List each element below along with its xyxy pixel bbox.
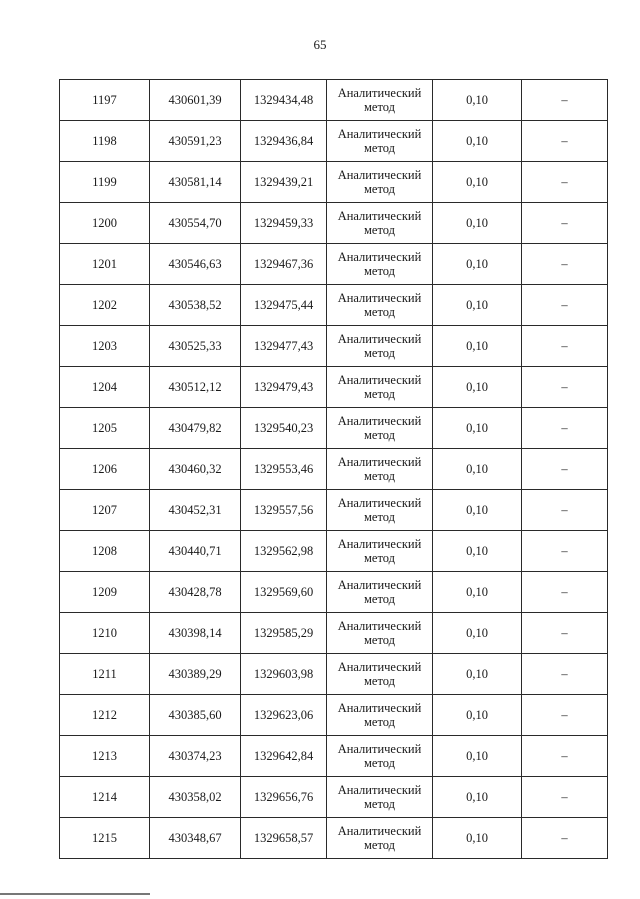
method-line-1: Аналитический <box>337 373 422 387</box>
method-cell <box>327 367 433 408</box>
y-coordinate-cell: 1329477,43 <box>241 326 327 367</box>
point-number-cell: 1209 <box>60 572 150 613</box>
note-cell: – <box>522 326 608 367</box>
x-coordinate-cell: 430512,12 <box>150 367 241 408</box>
point-number-cell: 1199 <box>60 162 150 203</box>
method-cell <box>327 244 433 285</box>
y-coordinate-cell: 1329475,44 <box>241 285 327 326</box>
method-cell <box>327 818 433 859</box>
method-line-2: метод <box>363 428 395 442</box>
accuracy-cell: 0,10 <box>433 244 522 285</box>
x-coordinate-cell: 430525,33 <box>150 326 241 367</box>
y-coordinate-cell: 1329562,98 <box>241 531 327 572</box>
method-line-2: метод <box>363 469 395 483</box>
note-cell: – <box>522 203 608 244</box>
y-coordinate-cell: 1329434,48 <box>241 80 327 121</box>
accuracy-cell: 0,10 <box>433 736 522 777</box>
method-line-2: метод <box>363 387 395 401</box>
x-coordinate-cell: 430428,78 <box>150 572 241 613</box>
coordinates-table-body <box>60 80 608 859</box>
method-line-1: Аналитический <box>337 701 422 715</box>
x-coordinate-cell: 430581,14 <box>150 162 241 203</box>
method-cell <box>327 777 433 818</box>
x-coordinate-cell: 430460,32 <box>150 449 241 490</box>
x-coordinate-cell: 430479,82 <box>150 408 241 449</box>
point-number-cell: 1205 <box>60 408 150 449</box>
table-row <box>60 613 608 654</box>
scan-edge-line <box>0 893 150 895</box>
table-row <box>60 531 608 572</box>
table-row <box>60 162 608 203</box>
x-coordinate-cell: 430554,70 <box>150 203 241 244</box>
note-cell: – <box>522 285 608 326</box>
accuracy-cell: 0,10 <box>433 326 522 367</box>
x-coordinate-cell: 430546,63 <box>150 244 241 285</box>
point-number-cell: 1201 <box>60 244 150 285</box>
y-coordinate-cell: 1329603,98 <box>241 654 327 695</box>
method-line-2: метод <box>363 674 395 688</box>
method-cell <box>327 695 433 736</box>
y-coordinate-cell: 1329467,36 <box>241 244 327 285</box>
method-line-2: метод <box>363 182 395 196</box>
method-cell <box>327 162 433 203</box>
note-cell: – <box>522 244 608 285</box>
accuracy-cell: 0,10 <box>433 777 522 818</box>
method-line-1: Аналитический <box>337 496 422 510</box>
y-coordinate-cell: 1329585,29 <box>241 613 327 654</box>
table-row <box>60 121 608 162</box>
x-coordinate-cell: 430440,71 <box>150 531 241 572</box>
note-cell: – <box>522 80 608 121</box>
method-line-1: Аналитический <box>337 742 422 756</box>
page-number: 65 <box>313 37 327 52</box>
table-row <box>60 203 608 244</box>
point-number-cell: 1203 <box>60 326 150 367</box>
point-number-cell: 1207 <box>60 490 150 531</box>
method-line-2: метод <box>363 551 395 565</box>
y-coordinate-cell: 1329436,84 <box>241 121 327 162</box>
y-coordinate-cell: 1329540,23 <box>241 408 327 449</box>
method-line-2: метод <box>363 838 395 852</box>
accuracy-cell: 0,10 <box>433 695 522 736</box>
table-row <box>60 449 608 490</box>
method-line-1: Аналитический <box>337 537 422 551</box>
note-cell: – <box>522 777 608 818</box>
method-line-2: метод <box>363 797 395 811</box>
note-cell: – <box>522 654 608 695</box>
method-line-2: метод <box>363 715 395 729</box>
y-coordinate-cell: 1329557,56 <box>241 490 327 531</box>
method-line-1: Аналитический <box>337 455 422 469</box>
method-cell <box>327 285 433 326</box>
point-number-cell: 1215 <box>60 818 150 859</box>
table-row <box>60 736 608 777</box>
method-line-2: метод <box>363 510 395 524</box>
method-cell <box>327 531 433 572</box>
point-number-cell: 1213 <box>60 736 150 777</box>
x-coordinate-cell: 430348,67 <box>150 818 241 859</box>
x-coordinate-cell: 430538,52 <box>150 285 241 326</box>
y-coordinate-cell: 1329658,57 <box>241 818 327 859</box>
y-coordinate-cell: 1329569,60 <box>241 572 327 613</box>
method-line-1: Аналитический <box>337 209 422 223</box>
y-coordinate-cell: 1329553,46 <box>241 449 327 490</box>
accuracy-cell: 0,10 <box>433 203 522 244</box>
accuracy-cell: 0,10 <box>433 80 522 121</box>
method-line-2: метод <box>363 141 395 155</box>
method-line-2: метод <box>363 305 395 319</box>
table-row <box>60 326 608 367</box>
accuracy-cell: 0,10 <box>433 162 522 203</box>
method-cell <box>327 572 433 613</box>
table-row <box>60 285 608 326</box>
accuracy-cell: 0,10 <box>433 449 522 490</box>
x-coordinate-cell: 430358,02 <box>150 777 241 818</box>
accuracy-cell: 0,10 <box>433 367 522 408</box>
y-coordinate-cell: 1329642,84 <box>241 736 327 777</box>
y-coordinate-cell: 1329439,21 <box>241 162 327 203</box>
table-row <box>60 695 608 736</box>
note-cell: – <box>522 613 608 654</box>
note-cell: – <box>522 367 608 408</box>
note-cell: – <box>522 408 608 449</box>
y-coordinate-cell: 1329656,76 <box>241 777 327 818</box>
method-line-1: Аналитический <box>337 619 422 633</box>
method-cell <box>327 736 433 777</box>
method-line-2: метод <box>363 100 395 114</box>
coordinates-table <box>59 79 608 859</box>
table-row <box>60 654 608 695</box>
accuracy-cell: 0,10 <box>433 490 522 531</box>
x-coordinate-cell: 430591,23 <box>150 121 241 162</box>
y-coordinate-cell: 1329479,43 <box>241 367 327 408</box>
x-coordinate-cell: 430385,60 <box>150 695 241 736</box>
point-number-cell: 1214 <box>60 777 150 818</box>
method-line-2: метод <box>363 223 395 237</box>
accuracy-cell: 0,10 <box>433 408 522 449</box>
x-coordinate-cell: 430601,39 <box>150 80 241 121</box>
method-line-1: Аналитический <box>337 414 422 428</box>
table-row <box>60 777 608 818</box>
note-cell: – <box>522 818 608 859</box>
y-coordinate-cell: 1329459,33 <box>241 203 327 244</box>
method-cell <box>327 408 433 449</box>
method-line-1: Аналитический <box>337 86 422 100</box>
method-line-1: Аналитический <box>337 824 422 838</box>
method-line-1: Аналитический <box>337 250 422 264</box>
note-cell: – <box>522 736 608 777</box>
method-cell <box>327 449 433 490</box>
method-cell <box>327 613 433 654</box>
note-cell: – <box>522 531 608 572</box>
point-number-cell: 1208 <box>60 531 150 572</box>
y-coordinate-cell: 1329623,06 <box>241 695 327 736</box>
method-line-2: метод <box>363 592 395 606</box>
table-row <box>60 80 608 121</box>
method-cell <box>327 121 433 162</box>
method-line-1: Аналитический <box>337 291 422 305</box>
x-coordinate-cell: 430389,29 <box>150 654 241 695</box>
method-line-2: метод <box>363 264 395 278</box>
point-number-cell: 1197 <box>60 80 150 121</box>
point-number-cell: 1211 <box>60 654 150 695</box>
method-cell <box>327 80 433 121</box>
point-number-cell: 1212 <box>60 695 150 736</box>
accuracy-cell: 0,10 <box>433 613 522 654</box>
method-line-1: Аналитический <box>337 332 422 346</box>
accuracy-cell: 0,10 <box>433 285 522 326</box>
accuracy-cell: 0,10 <box>433 531 522 572</box>
note-cell: – <box>522 121 608 162</box>
method-line-1: Аналитический <box>337 127 422 141</box>
x-coordinate-cell: 430452,31 <box>150 490 241 531</box>
table-row <box>60 490 608 531</box>
table-row <box>60 367 608 408</box>
note-cell: – <box>522 695 608 736</box>
table-row <box>60 572 608 613</box>
accuracy-cell: 0,10 <box>433 818 522 859</box>
point-number-cell: 1202 <box>60 285 150 326</box>
note-cell: – <box>522 449 608 490</box>
point-number-cell: 1200 <box>60 203 150 244</box>
table-row <box>60 408 608 449</box>
accuracy-cell: 0,10 <box>433 654 522 695</box>
note-cell: – <box>522 490 608 531</box>
x-coordinate-cell: 430374,23 <box>150 736 241 777</box>
note-cell: – <box>522 572 608 613</box>
accuracy-cell: 0,10 <box>433 572 522 613</box>
method-line-1: Аналитический <box>337 660 422 674</box>
point-number-cell: 1198 <box>60 121 150 162</box>
method-line-1: Аналитический <box>337 168 422 182</box>
method-line-1: Аналитический <box>337 783 422 797</box>
x-coordinate-cell: 430398,14 <box>150 613 241 654</box>
note-cell: – <box>522 162 608 203</box>
method-cell <box>327 326 433 367</box>
table-row <box>60 244 608 285</box>
method-cell <box>327 203 433 244</box>
point-number-cell: 1210 <box>60 613 150 654</box>
method-line-2: метод <box>363 633 395 647</box>
point-number-cell: 1204 <box>60 367 150 408</box>
method-line-2: метод <box>363 756 395 770</box>
method-cell <box>327 654 433 695</box>
point-number-cell: 1206 <box>60 449 150 490</box>
table-row <box>60 818 608 859</box>
method-line-2: метод <box>363 346 395 360</box>
method-cell <box>327 490 433 531</box>
accuracy-cell: 0,10 <box>433 121 522 162</box>
method-line-1: Аналитический <box>337 578 422 592</box>
